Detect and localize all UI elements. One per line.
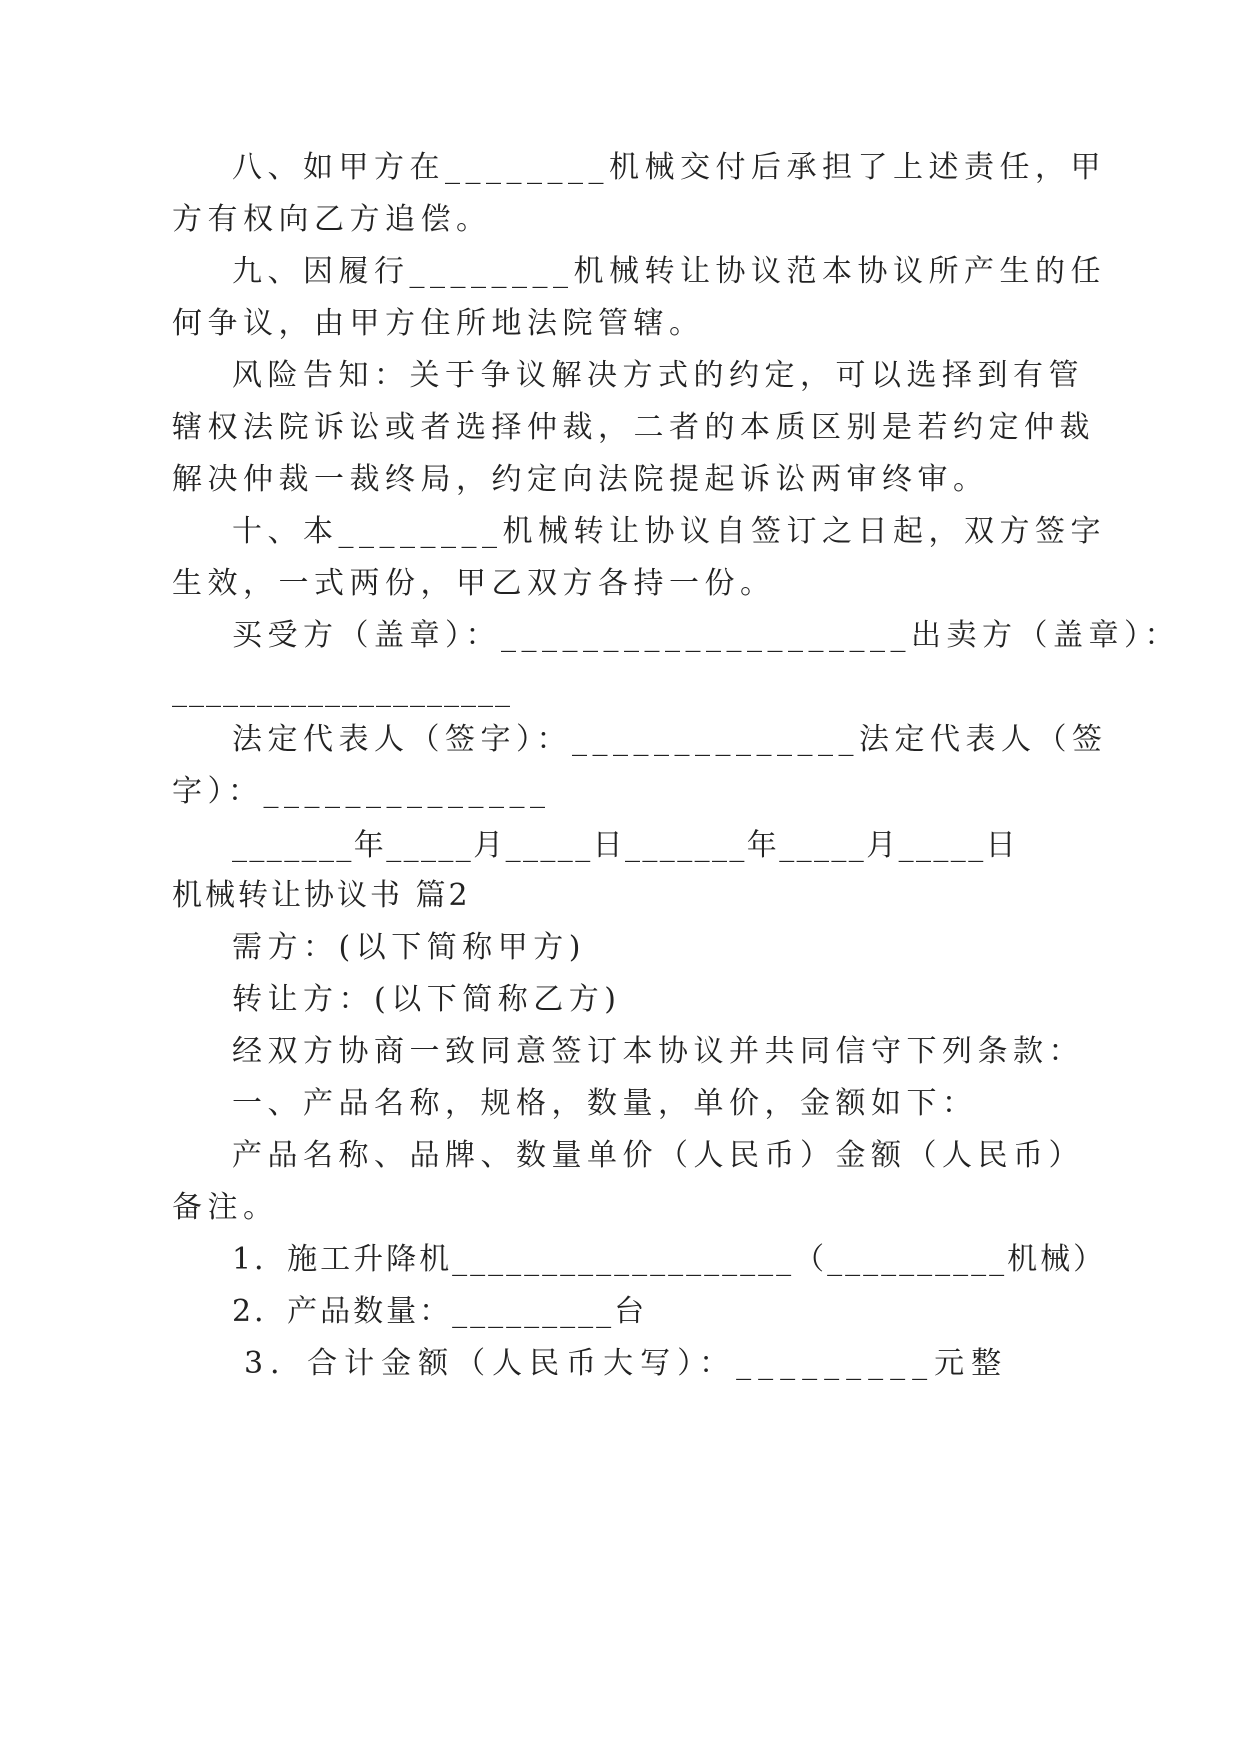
signature-line-buyer-seller: 买受方（盖章）：____________________出卖方（盖章）： [232, 618, 1180, 653]
signature-line-representative-cont: 字）：______________ [172, 774, 551, 809]
paragraph-line: 解决仲裁一裁终局，约定向法院提起诉讼两审终审。 [172, 462, 989, 497]
date-line: _______年_____月_____日_______年_____月_____日 [232, 828, 1018, 863]
section-heading: 机械转让协议书 篇2 [172, 878, 471, 913]
party-demand: 需方：(以下简称甲方) [232, 930, 586, 965]
paragraph-line: 一、产品名称，规格，数量，单价，金额如下： [232, 1086, 978, 1121]
signature-line-representative: 法定代表人（签字）：______________法定代表人（签 [232, 722, 1108, 757]
item-line: 1．施工升降机___________________（__________机械） [232, 1242, 1107, 1277]
paragraph-line: 辖权法院诉讼或者选择仲裁，二者的本质区别是若约定仲裁 [172, 410, 1095, 445]
party-transfer: 转让方：(以下简称乙方) [232, 982, 622, 1017]
paragraph-line: 风险告知：关于争议解决方式的约定，可以选择到有管 [232, 358, 1084, 393]
paragraph-line: 产品名称、品牌、数量单价（人民币）金额（人民币） [232, 1138, 1084, 1173]
paragraph-line: 何争议，由甲方住所地法院管辖。 [172, 306, 705, 341]
paragraph-line: 方有权向乙方追偿。 [172, 202, 492, 237]
item-line: 3．合计金额（人民币大写）：_________元整 [244, 1346, 1009, 1381]
paragraph-line: 八、如甲方在________机械交付后承担了上述责任，甲 [232, 150, 1106, 185]
paragraph-line: 生效，一式两份，甲乙双方各持一份。 [172, 566, 776, 601]
item-line: 2．产品数量：_________台 [232, 1294, 648, 1329]
paragraph-line: 经双方协商一致同意签订本协议并共同信守下列条款： [232, 1034, 1084, 1069]
signature-blank-seller: ____________________ [172, 673, 512, 708]
paragraph-line: 备注。 [172, 1190, 279, 1225]
paragraph-line: 十、本________机械转让协议自签订之日起，双方签字 [232, 514, 1106, 549]
paragraph-line: 九、因履行________机械转让协议范本协议所产生的任 [232, 254, 1106, 289]
